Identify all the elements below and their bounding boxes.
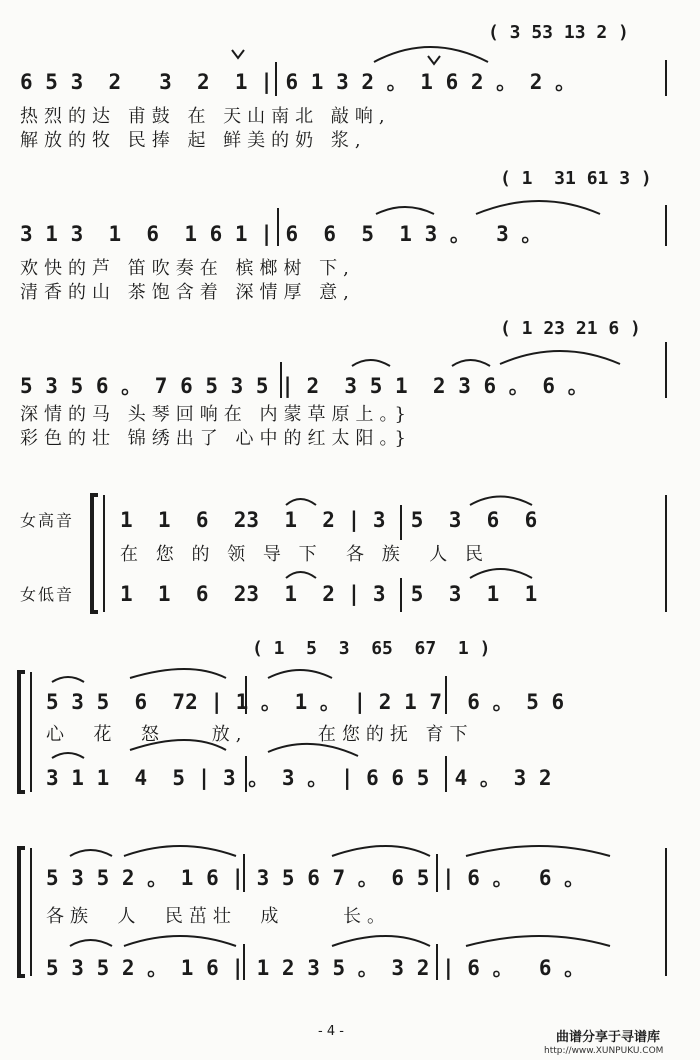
duet-lyric: 心 花 怒 放, 在您的抚 育下	[46, 724, 474, 745]
alto-label: 女低音	[20, 585, 75, 604]
slur-mark	[500, 351, 620, 364]
lyric-verse-1: 深情的马 头琴回响在 内蒙草原上。}	[20, 404, 412, 425]
watermark-site: http://www.XUNPUKU.COM	[544, 1046, 664, 1056]
slur-mark	[376, 207, 434, 214]
intro-phrase: ( 1 31 61 3 )	[500, 168, 652, 189]
melody-line: 6 5 3 2 3 2 1 | 6 1 3 2 。 1 6 2 。 2 。	[20, 70, 577, 94]
breath-mark	[428, 56, 440, 64]
soprano-line: 5 3 5 2 。 1 6 | 3 5 6 7 。 6 5 | 6 。 6 。	[46, 866, 586, 890]
alto-line: 3 1 1 4 5 | 3 。 3 。 | 6 6 5 4 。 3 2	[46, 766, 552, 790]
watermark: 曲谱分享于寻谱库	[556, 1030, 661, 1045]
lyric-verse-1: 热烈的达 甫鼓 在 天山南北 敲响,	[20, 106, 391, 127]
slur-mark	[476, 201, 600, 214]
slur-mark	[352, 360, 390, 366]
lyric-verse-2: 彩色的壮 锦绣出了 心中的红太阳。}	[20, 428, 412, 449]
alto-line: 5 3 5 2 。 1 6 | 1 2 3 5 。 3 2 | 6 。 6 。	[46, 956, 586, 980]
melody-line: 3 1 3 1 6 1 6 1 | 6 6 5 1 3 。 3 。	[20, 222, 543, 246]
lyric-verse-1: 欢快的芦 笛吹奏在 槟榔树 下,	[20, 258, 355, 279]
intro-phrase: ( 1 23 21 6 )	[500, 318, 641, 339]
intro-phrase: ( 1 5 3 65 67 1 )	[252, 638, 491, 659]
slur-mark	[452, 360, 490, 366]
system-bracket	[19, 848, 25, 976]
intro-phrase: ( 3 53 13 2 )	[488, 22, 629, 43]
system-bracket	[92, 495, 98, 612]
system-bracket	[19, 672, 25, 792]
alto-line: 1 1 6 23 1 2 | 3 5 3 1 1	[120, 582, 538, 606]
melody-line: 5 3 5 6 。 7 6 5 3 5 | 2 3 5 1 2 3 6 。 6 。	[20, 374, 589, 398]
breath-mark	[232, 50, 244, 58]
lyric-verse-2: 清香的山 茶饱含着 深情厚 意,	[20, 282, 355, 303]
duet-lyric: 在 您 的 领 导 下 各 族 人 民	[120, 544, 489, 565]
page-number: - 4 -	[318, 1024, 344, 1039]
soprano-line: 1 1 6 23 1 2 | 3 5 3 6 6	[120, 508, 538, 532]
duet-lyric: 各族 人 民茁壮 成 长。	[46, 906, 391, 927]
lyric-verse-2: 解放的牧 民捧 起 鲜美的奶 浆,	[20, 130, 367, 151]
soprano-line: 5 3 5 6 72 | 1 。 1 。 | 2 1 7 6 。 5 6	[46, 690, 565, 714]
soprano-label: 女高音	[20, 511, 75, 530]
